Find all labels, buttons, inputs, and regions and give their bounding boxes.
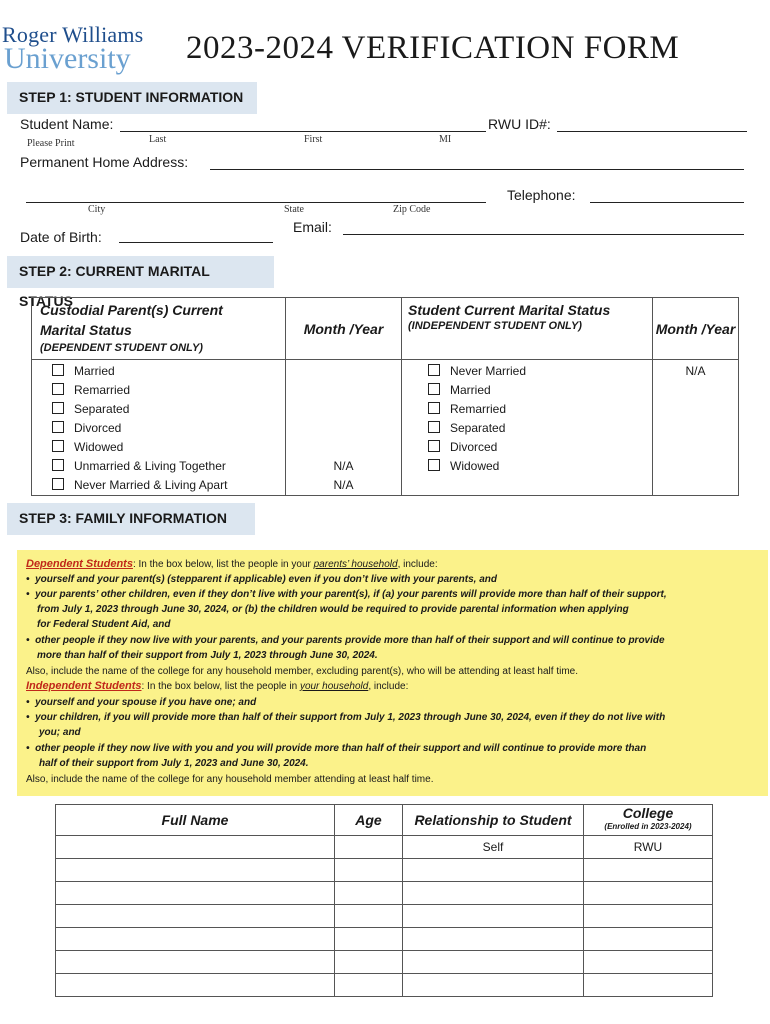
dependent-bullet-3-line-2: more than half of their support from July 1, 2023 through June 30, 2024. [37,650,378,661]
form-title: 2023-2024 VERIFICATION FORM [186,30,680,66]
checkbox-icon[interactable] [52,478,64,490]
student-status-note: (INDEPENDENT STUDENT ONLY) [408,320,582,332]
student-name-field[interactable] [120,131,486,132]
table-row [56,928,713,951]
email-label: Email: [293,219,332,235]
student-option[interactable]: Widowed [428,457,652,476]
parent-month-year-column [286,360,402,496]
student-month-year-cell[interactable] [653,438,738,457]
telephone-label: Telephone: [507,187,576,203]
dependent-bullet-3: • other people if they now live with your parents, and your parents provide more than half of their support and will continue to provide [26,635,665,646]
age-cell[interactable] [335,905,403,928]
parent-month-year-cell[interactable]: N/A [333,478,354,492]
age-cell[interactable] [335,836,403,859]
student-option[interactable]: Divorced [428,438,652,457]
parent-month-year-cell[interactable] [286,381,401,400]
telephone-field[interactable] [590,202,744,203]
family-table [55,804,713,997]
relationship-cell[interactable] [403,859,584,882]
dob-label: Date of Birth: [20,229,102,245]
checkbox-icon[interactable] [428,383,440,395]
table-row [56,951,713,974]
city-caption: City [88,204,106,215]
name-cell[interactable] [56,882,335,905]
independent-intro: Independent Students: In the box below, list the people in your household, include: [26,680,409,692]
college-cell[interactable] [584,859,713,882]
student-option[interactable]: Remarried [428,400,652,419]
address-line-2-field[interactable] [26,202,486,203]
full-name-header: Full Name [56,805,335,836]
mi-caption: MI [439,134,452,145]
independent-bullet-2-line-2: you; and [39,727,81,738]
marital-status-table [31,297,739,496]
please-print-note: Please Print [27,138,75,149]
checkbox-icon[interactable] [428,459,440,471]
parent-month-year-cell[interactable] [286,362,401,381]
student-month-year-cell[interactable] [653,381,738,400]
step2-heading: STEP 2: CURRENT MARITAL STATUS [7,256,274,288]
student-month-year-cell[interactable] [653,419,738,438]
college-header-title: College [622,805,674,821]
parent-option[interactable]: Separated [52,400,285,419]
name-cell[interactable] [56,928,335,951]
table-row [56,974,713,997]
dependent-intro: Dependent Students: In the box below, list the people in your parents’ household, include: [26,558,438,570]
dependent-bullet-2-line-2: from July 1, 2023 through June 30, 2024, or (b) the children would be required to provide parental information when applying [37,604,629,615]
age-cell[interactable] [335,974,403,997]
parent-option[interactable]: Married [52,362,285,381]
instructions-box [17,550,768,796]
dependent-bullet-2: • your parents’ other children, even if they don’t live with your parent(s), if (a) your parents will provide more than half of their support, [26,589,667,600]
step3-heading: STEP 3: FAMILY INFORMATION [7,503,255,535]
student-month-year-cell[interactable] [653,400,738,419]
independent-bullet-1: • yourself and your spouse if you have one; and [26,697,257,708]
age-cell[interactable] [335,951,403,974]
relationship-cell[interactable] [403,951,584,974]
name-cell[interactable] [56,836,335,859]
checkbox-icon[interactable] [428,402,440,414]
student-month-year-title: Month /Year [655,320,736,337]
college-cell[interactable] [584,974,713,997]
checkbox-icon[interactable] [52,440,64,452]
table-row [56,859,713,882]
age-cell[interactable] [335,882,403,905]
age-cell[interactable] [335,928,403,951]
relationship-header: Relationship to Student [403,805,584,836]
student-status-header [402,298,653,360]
student-option[interactable]: Separated [428,419,652,438]
parent-status-title-2: Marital Status [40,322,132,338]
relationship-cell[interactable] [403,974,584,997]
college-cell[interactable] [584,882,713,905]
parent-status-note: (DEPENDENT STUDENT ONLY) [40,342,203,354]
parent-option[interactable]: Never Married & Living Apart [52,476,285,495]
logo-line-1: Roger Williams [2,22,144,47]
student-month-year-header [653,298,739,360]
student-month-year-cell[interactable]: N/A [685,364,706,378]
table-row [56,882,713,905]
checkbox-icon[interactable] [52,402,64,414]
college-cell[interactable] [584,905,713,928]
college-header [584,805,713,836]
logo-line-2: University [4,42,131,75]
parent-options [32,360,286,496]
student-month-year-cell[interactable] [653,457,738,476]
checkbox-icon[interactable] [428,364,440,376]
zip-caption: Zip Code [393,204,431,215]
parent-month-year-cell[interactable] [286,400,401,419]
independent-bullet-3: • other people if they now live with you and you will provide more than half of their support and will continue to provide more than [26,743,647,754]
independent-also-note: Also, include the name of the college for any household member attending at least half time. [26,774,434,785]
parent-month-year-header [286,298,402,360]
rwu-id-label: RWU ID#: [488,116,551,132]
checkbox-icon[interactable] [52,421,64,433]
parent-option[interactable]: Widowed [52,438,285,457]
checkbox-icon[interactable] [428,421,440,433]
name-cell[interactable] [56,859,335,882]
student-month-year-column [653,360,739,496]
address-label: Permanent Home Address: [20,154,189,170]
checkbox-icon[interactable] [52,364,64,376]
student-status-title: Student Current Marital Status [408,302,611,318]
state-caption: State [284,204,304,215]
parent-month-year-cell[interactable]: N/A [333,459,354,473]
college-cell[interactable] [584,928,713,951]
parent-option[interactable]: Unmarried & Living Together [52,457,285,476]
dob-field[interactable] [119,242,273,243]
dependent-bullet-2-line-3: for Federal Student Aid, and [37,619,171,630]
dependent-students-title: Dependent Students [26,558,133,570]
table-row [56,836,713,859]
parent-option[interactable]: Remarried [52,381,285,400]
parent-month-year-cell[interactable] [286,419,401,438]
checkbox-icon[interactable] [52,383,64,395]
college-header-note: (Enrolled in 2023-2024) [604,822,692,831]
table-row [56,905,713,928]
student-name-label: Student Name: [20,116,114,132]
parent-status-title: Custodial Parent(s) Current [40,302,223,318]
student-options [402,360,653,496]
checkbox-icon[interactable] [52,459,64,471]
dependent-bullet-1: • yourself and your parent(s) (stepparent if applicable) even if you don’t live with your parents, and [26,574,497,585]
relationship-cell[interactable] [403,882,584,905]
first-name-caption: First [304,134,323,145]
college-cell[interactable]: RWU [584,836,713,859]
parent-option[interactable]: Divorced [52,419,285,438]
address-field[interactable] [210,169,744,170]
relationship-cell[interactable]: Self [403,836,584,859]
parent-month-year-cell[interactable] [286,438,401,457]
relationship-cell[interactable] [403,928,584,951]
dependent-also-note: Also, include the name of the college for any household member, excluding parent(s), who will be attending at least half time. [26,666,578,677]
relationship-cell[interactable] [403,905,584,928]
independent-students-title: Independent Students [26,680,142,692]
step1-heading: STEP 1: STUDENT INFORMATION [7,82,257,114]
college-cell[interactable] [584,951,713,974]
rwu-id-field[interactable] [557,131,747,132]
student-option[interactable]: Married [428,381,652,400]
checkbox-icon[interactable] [428,440,440,452]
email-field[interactable] [343,234,744,235]
parent-month-year-title: Month /Year [303,320,384,337]
name-cell[interactable] [56,974,335,997]
age-cell[interactable] [335,859,403,882]
student-option[interactable]: Never Married [428,362,652,381]
independent-bullet-3-line-2: half of their support from July 1, 2023 and June 30, 2024. [39,758,309,769]
age-header: Age [335,805,403,836]
last-name-caption: Last [149,134,167,145]
parent-status-header [32,298,286,360]
name-cell[interactable] [56,951,335,974]
independent-bullet-2: • your children, if you will provide more than half of their support from July 1, 2023 through June 30, 2024, even if they do not live with [26,712,666,723]
name-cell[interactable] [56,905,335,928]
